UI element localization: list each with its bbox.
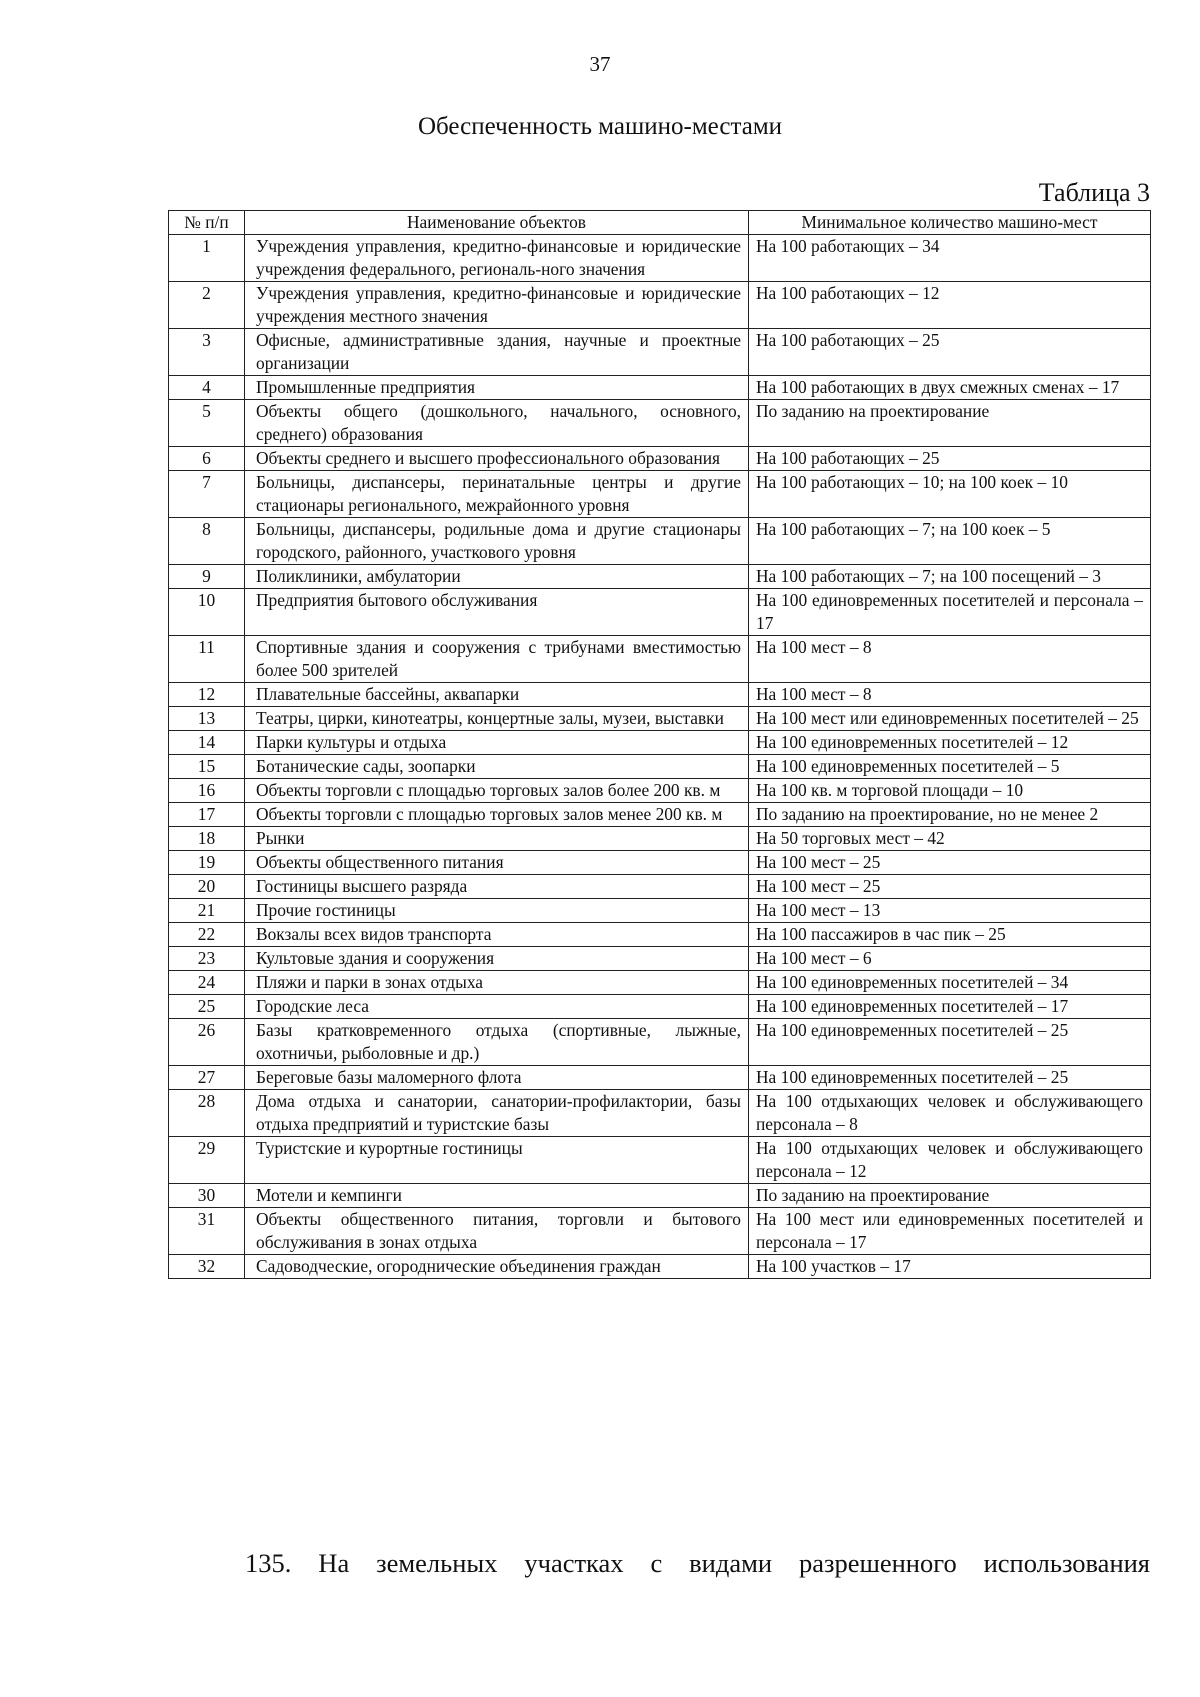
row-number-cell: 3 — [169, 329, 245, 376]
min-spaces-cell: По заданию на проектирование — [749, 1184, 1151, 1208]
min-spaces-cell: На 100 мест или единовременных посетителей и персонала – 17 — [749, 1208, 1151, 1255]
object-name-cell: Объекты среднего и высшего профессионального образования — [245, 447, 749, 471]
table-row — [169, 565, 1151, 589]
footer-paragraph: 135. На земельных участках с видами разрешенного использования — [245, 1548, 1150, 1578]
min-spaces-cell: На 100 отдыхающих человек и обслуживающего персонала – 8 — [749, 1090, 1151, 1137]
page-number: 37 — [589, 52, 611, 76]
header-number: № п/п — [169, 211, 245, 235]
table-row — [169, 875, 1151, 899]
row-number-cell: 16 — [169, 779, 245, 803]
min-spaces-cell: На 100 отдыхающих человек и обслуживающего персонала – 12 — [749, 1137, 1151, 1184]
table-row — [169, 947, 1151, 971]
object-name-cell: Плавательные бассейны, аквапарки — [245, 683, 749, 707]
row-number-cell: 2 — [169, 282, 245, 329]
row-number-cell: 25 — [169, 995, 245, 1019]
row-number-cell: 9 — [169, 565, 245, 589]
object-name-cell: Садоводческие, огороднические объединения граждан — [245, 1255, 749, 1279]
table-row — [169, 851, 1151, 875]
row-number-cell: 10 — [169, 589, 245, 636]
min-spaces-cell: На 100 единовременных посетителей – 17 — [749, 995, 1151, 1019]
row-number-cell: 29 — [169, 1137, 245, 1184]
table-row — [169, 518, 1151, 565]
object-name-cell: Ботанические сады, зоопарки — [245, 755, 749, 779]
object-name-cell: Объекты общего (дошкольного, начального, основного, среднего) образования — [245, 400, 749, 447]
row-number-cell: 17 — [169, 803, 245, 827]
table-row — [169, 1090, 1151, 1137]
row-number-cell: 19 — [169, 851, 245, 875]
object-name-cell: Больницы, диспансеры, родильные дома и другие стационары городского, районного, участкового уровня — [245, 518, 749, 565]
min-spaces-cell: На 100 мест – 25 — [749, 851, 1151, 875]
row-number-cell: 28 — [169, 1090, 245, 1137]
table-row — [169, 589, 1151, 636]
page-title: Обеспеченность машино-местами — [417, 113, 783, 140]
row-number-cell: 20 — [169, 875, 245, 899]
object-name-cell: Вокзалы всех видов транспорта — [245, 923, 749, 947]
min-spaces-cell: На 100 работающих – 7; на 100 коек – 5 — [749, 518, 1151, 565]
row-number-cell: 30 — [169, 1184, 245, 1208]
object-name-cell: Объекты торговли с площадью торговых залов более 200 кв. м — [245, 779, 749, 803]
table-row — [169, 1137, 1151, 1184]
table-row — [169, 1255, 1151, 1279]
object-name-cell: Пляжи и парки в зонах отдыха — [245, 971, 749, 995]
table-row — [169, 636, 1151, 683]
min-spaces-cell: На 100 единовременных посетителей – 25 — [749, 1019, 1151, 1066]
min-spaces-cell: На 100 работающих – 10; на 100 коек – 10 — [749, 471, 1151, 518]
parking-table-container — [168, 210, 1150, 1279]
header-min-spaces: Минимальное количество машино-мест — [749, 211, 1151, 235]
row-number-cell: 31 — [169, 1208, 245, 1255]
min-spaces-cell: На 100 работающих – 12 — [749, 282, 1151, 329]
table-row — [169, 707, 1151, 731]
min-spaces-cell: На 100 работающих – 25 — [749, 329, 1151, 376]
min-spaces-cell: На 100 единовременных посетителей – 12 — [749, 731, 1151, 755]
row-number-cell: 4 — [169, 376, 245, 400]
object-name-cell: Промышленные предприятия — [245, 376, 749, 400]
object-name-cell: Гостиницы высшего разряда — [245, 875, 749, 899]
min-spaces-cell: На 100 единовременных посетителей и персонала – 17 — [749, 589, 1151, 636]
table-row — [169, 1066, 1151, 1090]
min-spaces-cell: На 100 единовременных посетителей – 25 — [749, 1066, 1151, 1090]
table-row — [169, 731, 1151, 755]
table-row — [169, 923, 1151, 947]
table-row — [169, 471, 1151, 518]
min-spaces-cell: На 100 мест – 8 — [749, 636, 1151, 683]
parking-table — [168, 210, 1151, 1279]
min-spaces-cell: На 100 мест или единовременных посетителей – 25 — [749, 707, 1151, 731]
row-number-cell: 15 — [169, 755, 245, 779]
table-header-row — [169, 211, 1151, 235]
row-number-cell: 21 — [169, 899, 245, 923]
table-row — [169, 971, 1151, 995]
table-row — [169, 899, 1151, 923]
table-row — [169, 400, 1151, 447]
header-object-name: Наименование объектов — [245, 211, 749, 235]
row-number-cell: 8 — [169, 518, 245, 565]
table-row — [169, 1184, 1151, 1208]
object-name-cell: Офисные, административные здания, научные и проектные организации — [245, 329, 749, 376]
row-number-cell: 11 — [169, 636, 245, 683]
table-row — [169, 235, 1151, 282]
table-body — [169, 235, 1151, 1279]
min-spaces-cell: На 100 участков – 17 — [749, 1255, 1151, 1279]
table-row — [169, 447, 1151, 471]
object-name-cell: Объекты общественного питания — [245, 851, 749, 875]
min-spaces-cell: На 100 работающих – 34 — [749, 235, 1151, 282]
table-row — [169, 282, 1151, 329]
object-name-cell: Предприятия бытового обслуживания — [245, 589, 749, 636]
row-number-cell: 14 — [169, 731, 245, 755]
min-spaces-cell: На 100 мест – 6 — [749, 947, 1151, 971]
row-number-cell: 24 — [169, 971, 245, 995]
row-number-cell: 13 — [169, 707, 245, 731]
min-spaces-cell: На 50 торговых мест – 42 — [749, 827, 1151, 851]
object-name-cell: Театры, цирки, кинотеатры, концертные залы, музеи, выставки — [245, 707, 749, 731]
table-row — [169, 329, 1151, 376]
object-name-cell: Объекты общественного питания, торговли и бытового обслуживания в зонах отдыха — [245, 1208, 749, 1255]
min-spaces-cell: На 100 работающих – 25 — [749, 447, 1151, 471]
min-spaces-cell: На 100 мест – 13 — [749, 899, 1151, 923]
object-name-cell: Больницы, диспансеры, перинатальные центры и другие стационары регионального, межрайонного уровня — [245, 471, 749, 518]
row-number-cell: 7 — [169, 471, 245, 518]
min-spaces-cell: По заданию на проектирование, но не менее 2 — [749, 803, 1151, 827]
object-name-cell: Культовые здания и сооружения — [245, 947, 749, 971]
min-spaces-cell: По заданию на проектирование — [749, 400, 1151, 447]
table-row — [169, 1208, 1151, 1255]
row-number-cell: 23 — [169, 947, 245, 971]
table-row — [169, 827, 1151, 851]
object-name-cell: Рынки — [245, 827, 749, 851]
table-row — [169, 995, 1151, 1019]
min-spaces-cell: На 100 кв. м торговой площади – 10 — [749, 779, 1151, 803]
row-number-cell: 22 — [169, 923, 245, 947]
object-name-cell: Мотели и кемпинги — [245, 1184, 749, 1208]
object-name-cell: Туристские и курортные гостиницы — [245, 1137, 749, 1184]
row-number-cell: 32 — [169, 1255, 245, 1279]
row-number-cell: 27 — [169, 1066, 245, 1090]
row-number-cell: 18 — [169, 827, 245, 851]
table-caption: Таблица 3 — [1038, 178, 1150, 207]
object-name-cell: Учреждения управления, кредитно-финансовые и юридические учреждения местного значения — [245, 282, 749, 329]
object-name-cell: Базы кратковременного отдыха (спортивные, лыжные, охотничьи, рыболовные и др.) — [245, 1019, 749, 1066]
table-row — [169, 683, 1151, 707]
table-row — [169, 376, 1151, 400]
object-name-cell: Парки культуры и отдыха — [245, 731, 749, 755]
table-row — [169, 779, 1151, 803]
object-name-cell: Городские леса — [245, 995, 749, 1019]
object-name-cell: Спортивные здания и сооружения с трибунами вместимостью более 500 зрителей — [245, 636, 749, 683]
min-spaces-cell: На 100 пассажиров в час пик – 25 — [749, 923, 1151, 947]
row-number-cell: 1 — [169, 235, 245, 282]
min-spaces-cell: На 100 мест – 25 — [749, 875, 1151, 899]
object-name-cell: Прочие гостиницы — [245, 899, 749, 923]
object-name-cell: Объекты торговли с площадью торговых залов менее 200 кв. м — [245, 803, 749, 827]
object-name-cell: Учреждения управления, кредитно-финансовые и юридические учреждения федерального, региональ-ного значения — [245, 235, 749, 282]
min-spaces-cell: На 100 единовременных посетителей – 34 — [749, 971, 1151, 995]
table-row — [169, 1019, 1151, 1066]
min-spaces-cell: На 100 мест – 8 — [749, 683, 1151, 707]
row-number-cell: 12 — [169, 683, 245, 707]
table-row — [169, 755, 1151, 779]
table-row — [169, 803, 1151, 827]
row-number-cell: 5 — [169, 400, 245, 447]
min-spaces-cell: На 100 работающих – 7; на 100 посещений – 3 — [749, 565, 1151, 589]
object-name-cell: Береговые базы маломерного флота — [245, 1066, 749, 1090]
object-name-cell: Поликлиники, амбулатории — [245, 565, 749, 589]
row-number-cell: 26 — [169, 1019, 245, 1066]
row-number-cell: 6 — [169, 447, 245, 471]
object-name-cell: Дома отдыха и санатории, санатории-профилактории, базы отдыха предприятий и туристские базы — [245, 1090, 749, 1137]
min-spaces-cell: На 100 работающих в двух смежных сменах – 17 — [749, 376, 1151, 400]
min-spaces-cell: На 100 единовременных посетителей – 5 — [749, 755, 1151, 779]
